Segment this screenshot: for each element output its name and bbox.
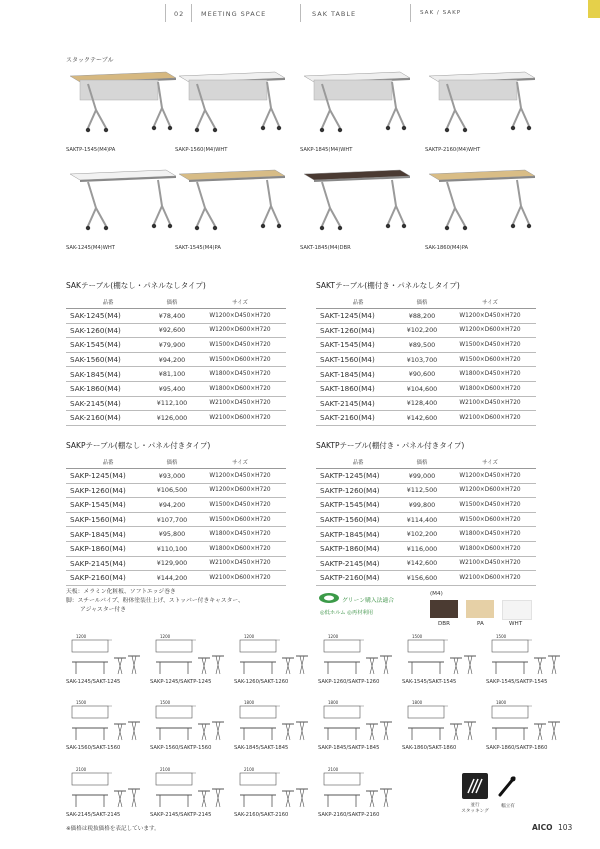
dimension-drawing — [234, 632, 314, 682]
spec-notes — [66, 588, 244, 615]
table-row — [66, 367, 286, 382]
price-table-header — [66, 455, 286, 469]
size: W1500×D450×H720 — [444, 338, 536, 353]
price-table-title: SAKテーブル(棚なし・パネルなしタイプ) — [66, 281, 206, 290]
model-number: SAK-1860(M4) — [66, 381, 150, 396]
table-row — [316, 309, 536, 324]
price: ¥90,600 — [400, 367, 444, 382]
model-number: SAKT-1560(M4) — [316, 352, 400, 367]
size: W1800×D450×H720 — [444, 527, 536, 542]
dimension-drawing — [486, 698, 566, 748]
page-tab-marker — [588, 0, 600, 18]
size: W1800×D600×H720 — [444, 381, 536, 396]
price-footnote: ※価格は税抜価格を表記しています。 — [66, 826, 160, 832]
parallel-stacking-icon — [462, 773, 488, 799]
size: W1200×D450×H720 — [444, 309, 536, 324]
product-photo — [66, 70, 178, 142]
product-photo-caption: SAKT-1845(M4)DBR — [300, 245, 351, 251]
product-photo-caption: SAKT-1545(M4)PA — [175, 245, 221, 251]
model-number: SAKTP-1245(M4) — [316, 469, 400, 484]
dimension-drawing-caption: SAK-1260/SAKT-1260 — [234, 679, 289, 685]
model-number: SAK-1545(M4) — [66, 338, 150, 353]
price: ¥129,900 — [150, 556, 194, 571]
dimension-drawing — [66, 632, 146, 682]
size: W2100×D600×H720 — [194, 411, 286, 426]
top-material-note: 天板：メラミン化粧板、ソフトエッジ巻き — [66, 589, 176, 595]
price-table-title: SAKTテーブル(棚付き・パネルなしタイプ) — [316, 281, 460, 290]
table-row — [66, 352, 286, 367]
table-row — [316, 498, 536, 513]
svg-text:2100: 2100 — [244, 767, 255, 772]
product-photo — [425, 70, 537, 142]
price: ¥142,600 — [400, 556, 444, 571]
price: ¥99,800 — [400, 498, 444, 513]
table-row — [316, 338, 536, 353]
price: ¥104,600 — [400, 381, 444, 396]
price-table — [66, 295, 286, 426]
size: W2100×D600×H720 — [444, 571, 536, 586]
model-number: SAKTP-1845(M4) — [316, 527, 400, 542]
dimension-drawing — [486, 632, 566, 682]
price: ¥89,500 — [400, 338, 444, 353]
dimension-drawing — [150, 765, 230, 815]
size: W1800×D600×H720 — [444, 541, 536, 556]
price: ¥126,000 — [150, 411, 194, 426]
dimension-drawing-caption: SAKP-1545/SAKTP-1545 — [486, 679, 548, 685]
header-divider — [191, 4, 192, 22]
dimension-drawing — [402, 698, 482, 748]
price: ¥114,400 — [400, 512, 444, 527]
size: W1500×D600×H720 — [444, 512, 536, 527]
price: ¥116,000 — [400, 541, 444, 556]
price: ¥156,600 — [400, 571, 444, 586]
price: ¥94,200 — [150, 352, 194, 367]
model-number: SAKTP-2145(M4) — [316, 556, 400, 571]
table-row — [66, 498, 286, 513]
model-number: SAK-1260(M4) — [66, 323, 150, 338]
price: ¥93,000 — [150, 469, 194, 484]
product-photo-caption: SAK-1245(M4)WHT — [66, 245, 115, 251]
price: ¥102,200 — [400, 527, 444, 542]
dimension-drawing — [318, 698, 398, 748]
price: ¥103,700 — [400, 352, 444, 367]
dimension-drawing-caption: SAKP-1260/SAKTP-1260 — [318, 679, 380, 685]
size: W1500×D450×H720 — [444, 498, 536, 513]
dimension-drawing — [150, 632, 230, 682]
dimension-drawing-caption: SAKP-1860/SAKTP-1860 — [486, 745, 548, 751]
dimension-drawing-caption: SAK-1560/SAKT-1560 — [66, 745, 121, 751]
dimension-drawing-caption: SAK-2160/SAKT-2160 — [234, 812, 289, 818]
model-number: SAKP-1845(M4) — [66, 527, 150, 542]
size: W1200×D600×H720 — [194, 483, 286, 498]
dimension-drawing — [402, 632, 482, 682]
dimension-drawing-caption: SAKP-2145/SAKTP-2145 — [150, 812, 212, 818]
model-number: SAKT-1260(M4) — [316, 323, 400, 338]
price: ¥128,400 — [400, 396, 444, 411]
size: W1800×D600×H720 — [194, 381, 286, 396]
svg-text:1500: 1500 — [496, 634, 507, 639]
header-divider — [410, 4, 411, 22]
price: ¥112,100 — [150, 396, 194, 411]
model-number: SAKTP-1545(M4) — [316, 498, 400, 513]
table-row — [316, 556, 536, 571]
model-number: SAKT-1860(M4) — [316, 381, 400, 396]
product-photo — [175, 70, 287, 142]
table-row — [66, 381, 286, 396]
product-photo-caption: SAKP-1845(M4)WHT — [300, 147, 353, 153]
size: W1800×D450×H720 — [194, 527, 286, 542]
header-page-number: 02 — [174, 10, 185, 18]
price: ¥102,200 — [400, 323, 444, 338]
size: W1800×D450×H720 — [444, 367, 536, 382]
size: W2100×D600×H720 — [444, 411, 536, 426]
model-number: SAKP-1545(M4) — [66, 498, 150, 513]
dimension-drawing-caption: SAKP-1560/SAKTP-1560 — [150, 745, 212, 751]
dimension-drawing-caption: SAK-1845/SAKT-1845 — [234, 745, 289, 751]
dimension-drawing — [66, 698, 146, 748]
price-table-header — [316, 455, 536, 469]
size: W1500×D450×H720 — [194, 338, 286, 353]
model-number: SAKTP-2160(M4) — [316, 571, 400, 586]
dimension-drawing — [150, 698, 230, 748]
svg-text:1800: 1800 — [328, 700, 339, 705]
column-header: 品番 — [66, 455, 150, 469]
price-table-header — [316, 295, 536, 309]
model-number: SAK-1560(M4) — [66, 352, 150, 367]
table-row — [316, 323, 536, 338]
model-number: SAKTP-1260(M4) — [316, 483, 400, 498]
price: ¥78,400 — [150, 309, 194, 324]
leg-material-note-cont: アジャスター付き — [80, 607, 127, 613]
price-table — [316, 455, 536, 586]
table-row — [316, 469, 536, 484]
finish-code: (M4) — [430, 591, 443, 597]
size: W1800×D450×H720 — [194, 367, 286, 382]
table-row — [66, 571, 286, 586]
svg-text:1500: 1500 — [76, 700, 87, 705]
header-divider — [165, 4, 166, 22]
price: ¥94,200 — [150, 498, 194, 513]
size: W2100×D450×H720 — [444, 556, 536, 571]
green-purchase-label: グリーン購入法適合 — [342, 598, 395, 604]
table-row — [316, 571, 536, 586]
model-number: SAKP-1560(M4) — [66, 512, 150, 527]
size: W1200×D600×H720 — [444, 323, 536, 338]
model-number: SAKP-1260(M4) — [66, 483, 150, 498]
parallel-stacking-label: 並行 スタッキング — [461, 803, 489, 814]
folding-tool-icon — [494, 773, 520, 799]
price-table-title: SAKTPテーブル(棚付き・パネル付きタイプ) — [316, 441, 465, 450]
price: ¥142,600 — [400, 411, 444, 426]
column-header: 価格 — [150, 455, 194, 469]
size: W1500×D600×H720 — [444, 352, 536, 367]
product-photo-caption: SAKTP-2160(M4)WHT — [425, 147, 481, 153]
table-row — [316, 483, 536, 498]
table-row — [66, 483, 286, 498]
dimension-drawing — [318, 765, 398, 815]
dimension-drawing-caption: SAKP-1845/SAKTP-1845 — [318, 745, 380, 751]
size: W1200×D450×H720 — [194, 309, 286, 324]
svg-text:1800: 1800 — [412, 700, 423, 705]
model-number: SAKT-1845(M4) — [316, 367, 400, 382]
table-row — [316, 367, 536, 382]
model-number: SAKTP-1560(M4) — [316, 512, 400, 527]
svg-text:1200: 1200 — [160, 634, 171, 639]
table-row — [66, 512, 286, 527]
price: ¥110,100 — [150, 541, 194, 556]
price: ¥144,200 — [150, 571, 194, 586]
size: W2100×D450×H720 — [194, 556, 286, 571]
table-row — [66, 527, 286, 542]
finish-label-pa: PA — [477, 621, 484, 627]
folding-label: 幅立有 — [501, 804, 515, 809]
model-number: SAK-1245(M4) — [66, 309, 150, 324]
product-photo — [175, 168, 287, 240]
svg-text:1200: 1200 — [76, 634, 87, 639]
table-row — [66, 323, 286, 338]
svg-text:1500: 1500 — [160, 700, 171, 705]
table-row — [66, 469, 286, 484]
price: ¥107,700 — [150, 512, 194, 527]
dimension-drawing — [66, 765, 146, 815]
size: W1800×D600×H720 — [194, 541, 286, 556]
column-header: 価格 — [400, 295, 444, 309]
finish-swatch-dbr — [430, 600, 458, 618]
price: ¥81,100 — [150, 367, 194, 382]
column-header: 品番 — [316, 295, 400, 309]
model-number: SAKT-1245(M4) — [316, 309, 400, 324]
model-number: SAKP-2160(M4) — [66, 571, 150, 586]
table-row — [316, 381, 536, 396]
svg-text:1500: 1500 — [412, 634, 423, 639]
table-row — [66, 411, 286, 426]
finish-label-wht: WHT — [509, 621, 523, 627]
table-row — [66, 556, 286, 571]
product-photo-caption: SAK-1860(M4)PA — [425, 245, 469, 251]
finish-swatch-pa — [466, 600, 494, 618]
product-photo-caption: SAKTP-1545(M4)PA — [66, 147, 116, 153]
model-number: SAKTP-1860(M4) — [316, 541, 400, 556]
price: ¥106,500 — [150, 483, 194, 498]
header-divider — [300, 4, 301, 22]
column-header: 品番 — [66, 295, 150, 309]
product-photo — [300, 168, 412, 240]
table-row — [316, 527, 536, 542]
model-number: SAK-2145(M4) — [66, 396, 150, 411]
svg-text:1800: 1800 — [496, 700, 507, 705]
svg-text:2100: 2100 — [76, 767, 87, 772]
size: W1200×D600×H720 — [444, 483, 536, 498]
table-row — [316, 352, 536, 367]
size: W1200×D450×H720 — [194, 469, 286, 484]
size: W1500×D450×H720 — [194, 498, 286, 513]
header-section: MEETING SPACE — [201, 10, 267, 18]
dimension-drawing — [234, 765, 314, 815]
column-header: サイズ — [444, 295, 536, 309]
svg-text:2100: 2100 — [328, 767, 339, 772]
green-purchase-icon — [318, 592, 340, 604]
price: ¥92,600 — [150, 323, 194, 338]
dimension-drawing-caption: SAK-1245/SAKT-1245 — [66, 679, 121, 685]
price: ¥79,900 — [150, 338, 194, 353]
column-header: サイズ — [444, 455, 536, 469]
brand-logo: AICO — [532, 823, 553, 832]
svg-text:1200: 1200 — [328, 634, 339, 639]
column-header: 価格 — [400, 455, 444, 469]
column-header: サイズ — [194, 455, 286, 469]
svg-text:1200: 1200 — [244, 634, 255, 639]
price-table-title: SAKPテーブル(棚なし・パネル付きタイプ) — [66, 441, 211, 450]
table-row — [316, 411, 536, 426]
price: ¥99,000 — [400, 469, 444, 484]
table-row — [66, 309, 286, 324]
dimension-drawing-caption: SAKP-2160/SAKTP-2160 — [318, 812, 380, 818]
finish-label-dbr: DBR — [438, 621, 451, 627]
price-table — [66, 455, 286, 586]
model-number: SAKP-1245(M4) — [66, 469, 150, 484]
table-row — [66, 541, 286, 556]
price: ¥95,800 — [150, 527, 194, 542]
svg-text:1800: 1800 — [244, 700, 255, 705]
stack-table-label: スタックテーブル — [66, 57, 114, 64]
finish-swatch-wht — [502, 600, 532, 620]
size: W1500×D600×H720 — [194, 512, 286, 527]
product-photo — [66, 168, 178, 240]
size: W1200×D600×H720 — [194, 323, 286, 338]
dimension-drawing-caption: SAKP-1245/SAKTP-1245 — [150, 679, 212, 685]
product-photo-caption: SAKP-1560(M4)WHT — [175, 147, 228, 153]
model-number: SAKP-2145(M4) — [66, 556, 150, 571]
model-number: SAKT-2160(M4) — [316, 411, 400, 426]
table-row — [66, 338, 286, 353]
header-series: SAK TABLE — [312, 10, 357, 18]
size: W2100×D600×H720 — [194, 571, 286, 586]
dimension-drawing-caption: SAK-2145/SAKT-2145 — [66, 812, 121, 818]
size: W1500×D600×H720 — [194, 352, 286, 367]
product-photo — [425, 168, 537, 240]
table-row — [316, 512, 536, 527]
dimension-drawing — [234, 698, 314, 748]
model-number: SAK-2160(M4) — [66, 411, 150, 426]
table-row — [316, 541, 536, 556]
model-number: SAKT-2145(M4) — [316, 396, 400, 411]
page-number: 103 — [558, 823, 573, 832]
size: W1200×D450×H720 — [444, 469, 536, 484]
table-row — [316, 396, 536, 411]
leg-material-note: 脚：スチールパイプ、粉体塗装仕上げ、ストッパー付きキャスター、 — [66, 598, 244, 604]
model-number: SAK-1845(M4) — [66, 367, 150, 382]
price-table — [316, 295, 536, 426]
price-table-header — [66, 295, 286, 309]
model-number: SAKP-1860(M4) — [66, 541, 150, 556]
size: W2100×D450×H720 — [444, 396, 536, 411]
eco-items: ◎低ホルム ◎再材利用 — [320, 610, 374, 616]
price: ¥95,400 — [150, 381, 194, 396]
column-header: 価格 — [150, 295, 194, 309]
header-models: SAK / SAKP — [420, 10, 462, 16]
column-header: 品番 — [316, 455, 400, 469]
table-row — [66, 396, 286, 411]
dimension-drawing — [318, 632, 398, 682]
dimension-drawing-caption: SAK-1860/SAKT-1860 — [402, 745, 457, 751]
dimension-drawing-caption: SAK-1545/SAKT-1545 — [402, 679, 457, 685]
size: W2100×D450×H720 — [194, 396, 286, 411]
column-header: サイズ — [194, 295, 286, 309]
model-number: SAKT-1545(M4) — [316, 338, 400, 353]
price: ¥112,500 — [400, 483, 444, 498]
price: ¥88,200 — [400, 309, 444, 324]
svg-text:2100: 2100 — [160, 767, 171, 772]
product-photo — [300, 70, 412, 142]
